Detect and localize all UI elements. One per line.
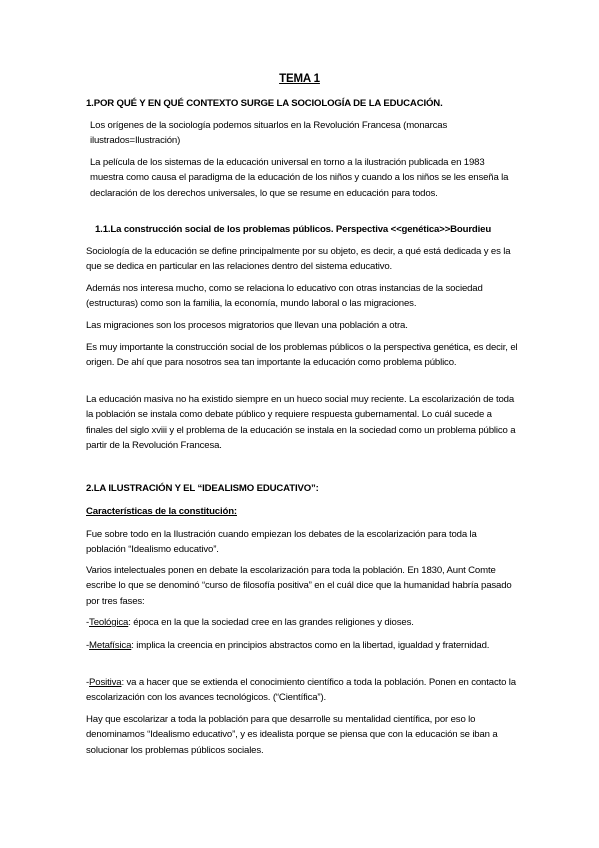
paragraph-migrations: Las migraciones son los procesos migratorios que llevan una población a otra. [86,320,408,331]
page-title: TEMA 1 [279,73,320,85]
paragraph-idealism: Hay que escolarizar a toda la población para que desarrolle su mentalidad científica, por eso lo denominamos “Idealismo educativo”, y es idealista porque se piensa que con la educación se iban a solucionar los problemas públicos sociales. [86,714,498,756]
subsection-1-1-heading [95,222,535,237]
subsection-title: La construcción social de los problemas públicos. Perspectiva <<genética>>Bourdieu [110,224,492,235]
characteristics-heading: Características de la constitución: [86,506,237,517]
phase-positive [86,675,518,706]
phase-term: Teológica [89,617,129,628]
phase-text: : época en la que la sociedad cree en las grandes religiones y dioses. [128,617,414,628]
section-1-heading: 1.POR QUÉ Y EN QUÉ CONTEXTO SURGE LA SOCIOLOGÍA DE LA EDUCACIÓN. [86,98,443,109]
paragraph-enlightenment: Fue sobre todo en la Ilustración cuando empiezan los debates de la escolarización para toda la población “Idealismo educativo”. [86,529,477,556]
phase-dash: - [86,677,90,688]
paragraph-comte: Varios intelectuales ponen en debate la escolarización para toda la población. En 1830, Aunt Comte escribe lo que se denominó “curso de filosofía positiva” en el cuál dice que la humanidad habría pasado por tres fases: [86,565,512,607]
paragraph-construction: Es muy importante la construcción social de los problemas públicos o la perspectiva genética, es decir, el origen. De ahí que para nosotros sea tan importante la educación como problema público. [86,342,518,369]
paragraph-film: La película de los sistemas de la educación universal en torno a la ilustración publicada en 1983 muestra como causa el paradigma de la educación de los niños y cuando a los niños se les enseña la declaración de los derechos universales, lo que se resume en educación para todos. [90,157,509,199]
phase-term: Positiva [89,677,122,688]
paragraph-definition: Sociología de la educación se define principalmente por su objeto, es decir, a qué está dedicada y es la que se dedica en particular en las relaciones dentro del sistema educativo. [86,246,511,273]
phase-dash: - [86,617,90,628]
subsection-number: 1.1. [95,224,111,235]
phase-theological [86,615,518,630]
phase-text: : va a hacer que se extienda el conocimiento científico a toda la población. Ponen en contacto la escolarización con los avances tecnológicos. (“Científica”). [86,677,516,704]
phase-term: Metafísica [89,640,132,651]
section-2-heading: 2.LA ILUSTRACIÓN Y EL “IDEALISMO EDUCATIVO”: [86,483,319,494]
phase-metaphysical [86,638,518,653]
paragraph-origins: Los orígenes de la sociología podemos situarlos en la Revolución Francesa (monarcas ilustrados=Ilustración) [90,120,448,147]
paragraph-relations: Además nos interesa mucho, como se relaciona lo educativo con otras instancias de la sociedad (estructuras) como son la familia, la economía, mundo laboral o las migraciones. [86,283,483,310]
phase-text: : implica la creencia en principios abstractos como en la libertad, igualdad y fraternidad. [131,640,490,651]
phase-dash: - [86,640,90,651]
paragraph-mass-education: La educación masiva no ha existido siempre en un hueco social muy reciente. La escolarización de toda la población se instala como debate público y requiere respuesta gubernamental. Lo cuál sucede a finales del siglo xviii y el problema de la educación se instala en la sociedad como un problema público a partir de la Revolución Francesa. [86,394,516,451]
